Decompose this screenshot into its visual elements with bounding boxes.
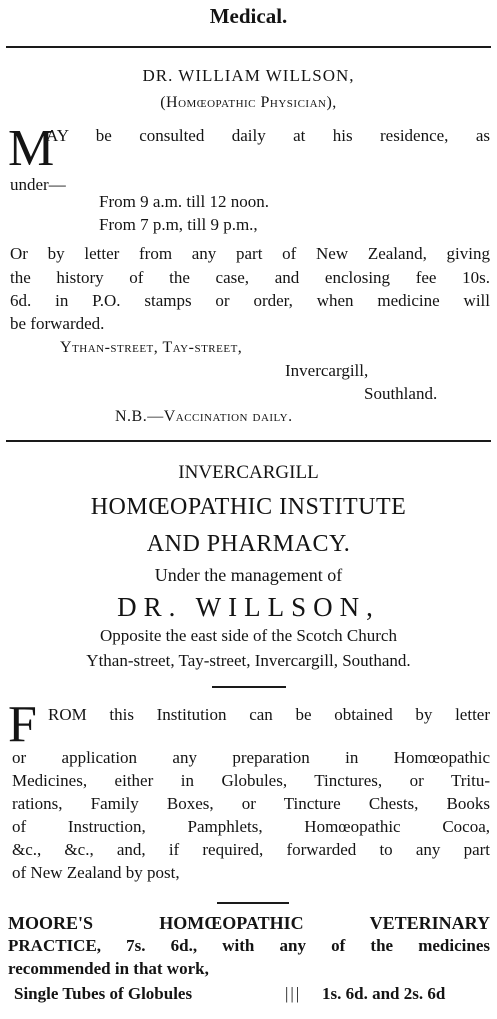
ad1-hours-evening: From 7 p.m, till 9 p.m., [99, 215, 258, 234]
ad1-text-line2: under— [10, 175, 66, 194]
ad2-location-line1: Opposite the east side of the Scotch Church [100, 626, 397, 645]
ad2-veterinary-note: recommended in that work, [8, 959, 209, 978]
ad2-para-line4: rations, Family Boxes, or Tincture Chests, Books [12, 794, 490, 813]
ad1-hours-morning: From 9 a.m. till 12 noon. [99, 192, 269, 211]
ad1-drop-cap: M [8, 120, 55, 177]
ad1-body-line4: be forwarded. [10, 314, 105, 333]
ad1-doctor-name: DR. WILLIAM WILLSON, [142, 66, 355, 85]
section-title: Medical. [209, 4, 288, 28]
ad2-para-line7: of New Zealand by post, [12, 863, 180, 882]
ad1-text-line1: AY be consulted daily at his residence, as [46, 126, 490, 145]
ad2-veterinary-title: MOORE'S HOMŒOPATHIC VETERINARY [8, 913, 490, 933]
ad2-heading-institute: HOMŒOPATHIC INSTITUTE [90, 494, 407, 520]
ad1-address-region: Southland. [364, 384, 438, 403]
ad1-vaccination-note: N.B.—Vaccination daily. [115, 408, 293, 425]
ad2-para-line1: ROM this Institution can be obtained by letter [48, 705, 490, 724]
ad2-tubes-dots: ||| [285, 984, 302, 1003]
ad2-veterinary-price: PRACTICE, 7s. 6d., with any of the medicines [8, 936, 490, 955]
ad2-drop-cap: F [8, 696, 37, 753]
ad2-heading-city: INVERCARGILL [178, 462, 319, 483]
short-divider-2 [217, 902, 289, 904]
ad1-body-line2: the history of the case, and enclosing fee 10s. [10, 268, 490, 287]
ad2-para-line5: of Instruction, Pamphlets, Homœopathic Cocoa, [12, 817, 490, 836]
ad2-para-line6: &c., &c., and, if required, forwarded to any part [12, 840, 490, 859]
top-divider [6, 46, 491, 48]
ad1-address-town: Invercargill, [285, 361, 369, 380]
ad2-para-line3: Medicines, either in Globules, Tinctures, or Tritu- [12, 771, 490, 790]
ad1-address-streets: Ythan-street, Tay-street, [60, 339, 243, 356]
ad1-body-line3: 6d. in P.O. stamps or order, when medicine will [10, 291, 490, 310]
ad2-heading-pharmacy: AND PHARMACY. [146, 531, 351, 557]
ad1-body-line1: Or by letter from any part of New Zealand, giving [10, 244, 490, 263]
ad2-doctor: DR. WILLSON, [117, 592, 380, 622]
ad2-management: Under the management of [154, 565, 343, 585]
ad2-location-line2: Ythan-street, Tay-street, Invercargill, Southand. [86, 651, 411, 670]
ad2-tubes-label: Single Tubes of Globules [14, 984, 193, 1003]
ad2-para-line2: or application any preparation in Homœopathic [12, 748, 490, 767]
ad2-tubes-price: 1s. 6d. and 2s. 6d [322, 984, 446, 1003]
short-divider-1 [212, 686, 286, 688]
ad1-subtitle: (Homœopathic Physician), [160, 94, 337, 111]
ad-divider [6, 440, 491, 442]
